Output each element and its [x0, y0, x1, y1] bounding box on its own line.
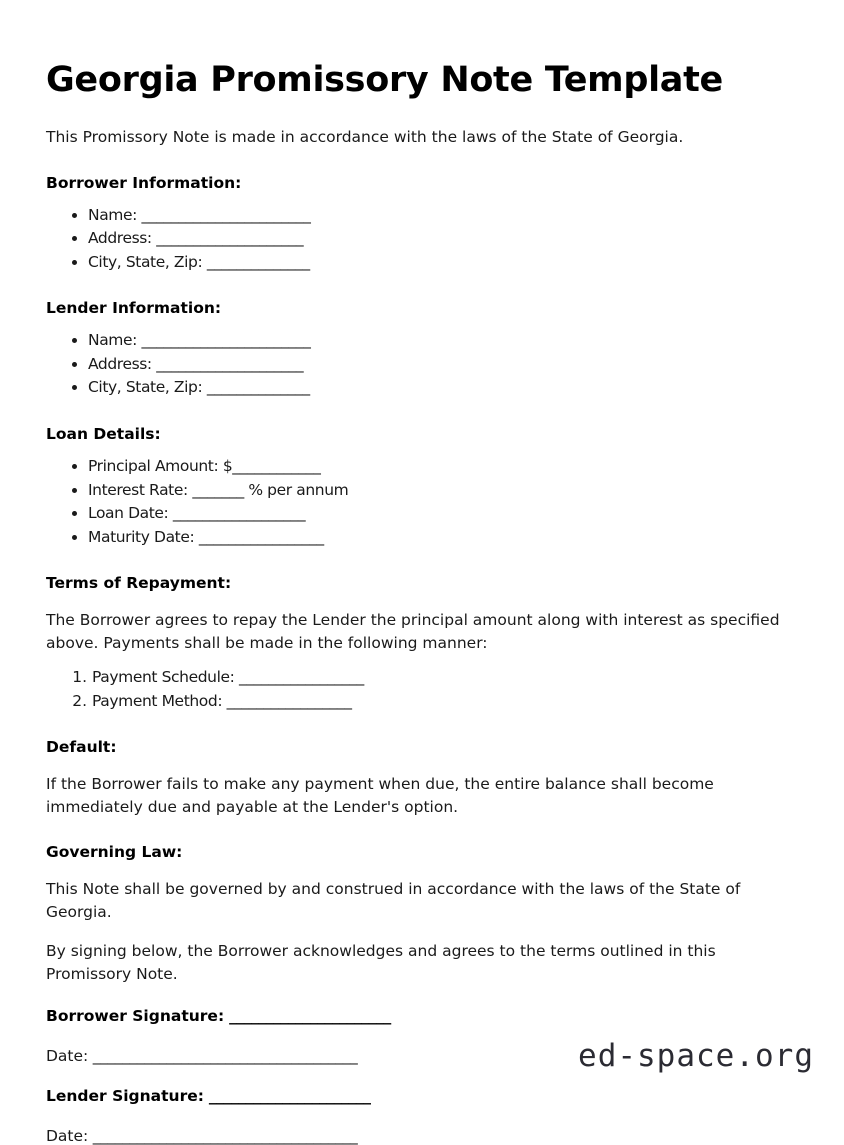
list-item: [88, 526, 790, 550]
default-paragraph: If the Borrower fails to make any payment when due, the entire balance shall become immediately due and payable at the Lender's option.: [46, 775, 714, 816]
payment-schedule-field: Payment Schedule: _________________: [92, 668, 364, 687]
borrower-signature-label: Borrower Signature:: [46, 1007, 225, 1026]
borrower-address-field: Address: ____________________: [88, 229, 304, 248]
lender-date-blank: ____________________________________: [88, 1127, 358, 1145]
acknowledgement-paragraph: By signing below, the Borrower acknowledges and agrees to the terms outlined in this Promissory Note.: [46, 942, 716, 983]
terms-of-repayment-paragraph: The Borrower agrees to repay the Lender the principal amount along with interest as specified above. Payments shall be made in the following manner:: [46, 611, 780, 652]
loan-details-list: [46, 455, 790, 549]
list-item: [88, 353, 790, 377]
terms-of-repayment-heading: Terms of Repayment:: [46, 574, 232, 593]
list-item: [92, 690, 790, 714]
lender-name-field: Name: _______________________: [88, 331, 311, 350]
loan-date-field: Loan Date: __________________: [88, 504, 306, 523]
lender-date-line: [46, 1127, 790, 1145]
list-item: [88, 204, 790, 228]
borrower-name-field: Name: _______________________: [88, 205, 311, 224]
page-title: Georgia Promissory Note Template: [46, 60, 723, 100]
lender-signature-line: [46, 1087, 790, 1105]
borrower-signature-blank: ______________________: [224, 1007, 391, 1026]
governing-law-heading: Governing Law:: [46, 843, 183, 862]
borrower-information-heading: Borrower Information:: [46, 173, 242, 192]
lender-address-field: Address: ____________________: [88, 354, 304, 373]
lender-signature-blank: ______________________: [203, 1087, 371, 1106]
borrower-signature-line: [46, 1007, 790, 1025]
governing-law-paragraph: This Note shall be governed by and construed in accordance with the laws of the State of Georgia.: [46, 880, 741, 921]
loan-details-heading: Loan Details:: [46, 425, 161, 443]
payment-method-field: Payment Method: _________________: [92, 691, 352, 710]
list-item: [88, 479, 790, 503]
borrower-city-state-zip-field: City, State, Zip: ______________: [88, 252, 310, 271]
watermark: ed-space.org: [578, 1038, 814, 1074]
list-item: [88, 455, 790, 479]
list-item: [88, 227, 790, 251]
list-item: [88, 329, 790, 353]
intro-paragraph: This Promissory Note is made in accordance with the laws of the State of Georgia.: [46, 128, 684, 147]
borrower-information-list: [46, 204, 790, 275]
list-item: [88, 376, 790, 400]
terms-of-repayment-list: [46, 666, 790, 713]
lender-information-list: [46, 329, 790, 400]
list-item: [88, 251, 790, 275]
principal-amount-field: Principal Amount: $____________: [88, 457, 321, 475]
list-item: [88, 502, 790, 526]
lender-signature-label: Lender Signature:: [46, 1087, 204, 1106]
list-item: [92, 666, 790, 690]
lender-information-heading: Lender Information:: [46, 299, 222, 318]
default-heading: Default:: [46, 738, 117, 757]
borrower-date-label: Date:: [46, 1047, 89, 1066]
lender-date-label: Date:: [46, 1127, 89, 1145]
borrower-date-blank: ____________________________________: [88, 1047, 358, 1066]
lender-city-state-zip-field: City, State, Zip: ______________: [88, 378, 310, 397]
maturity-date-field: Maturity Date: _________________: [88, 527, 324, 546]
interest-rate-field: Interest Rate: _______ % per annum: [88, 480, 349, 499]
